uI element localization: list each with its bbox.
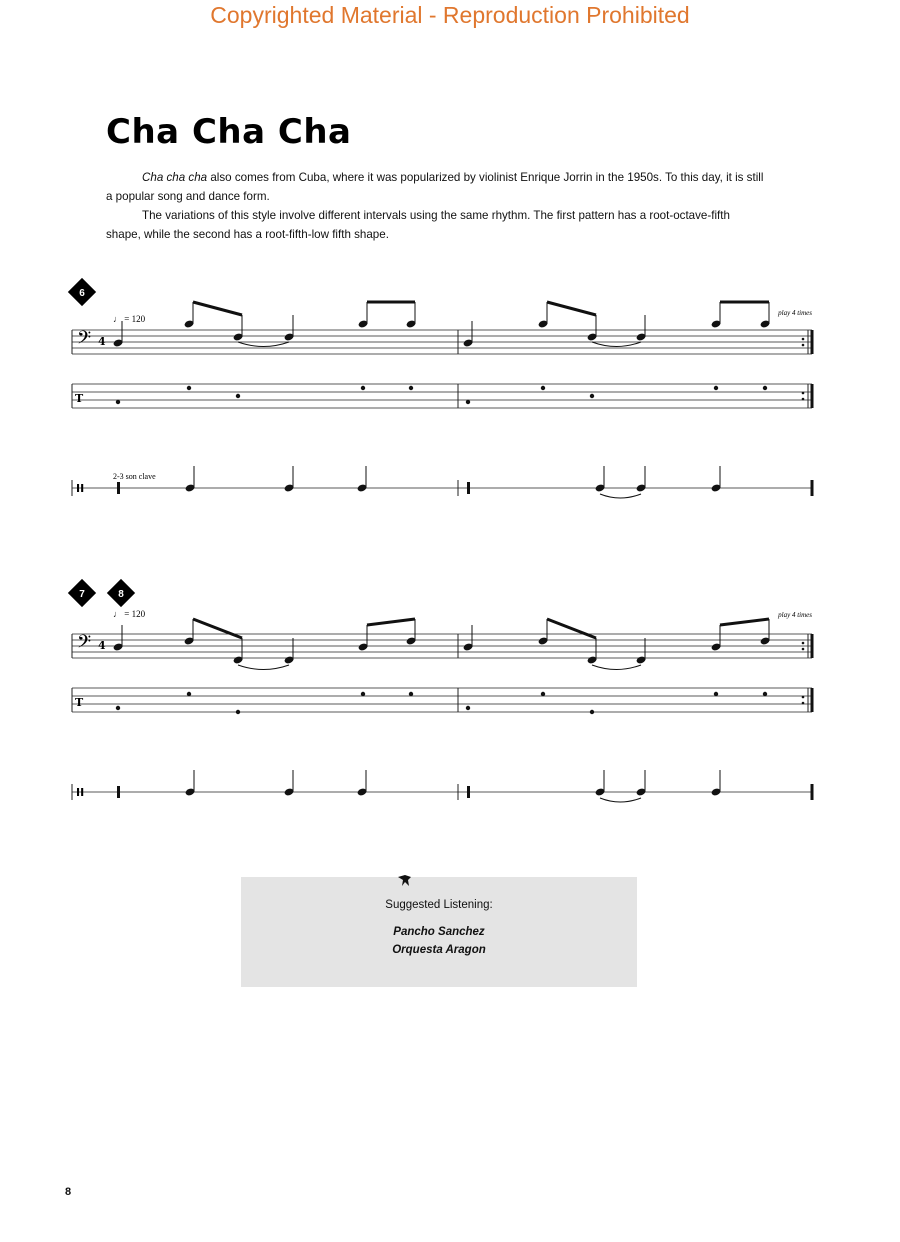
note-beam [193, 302, 242, 315]
repeat-dot [802, 702, 805, 705]
clave-label: 2-3 son clave [113, 472, 156, 481]
tab-number [466, 400, 470, 404]
track-badge [107, 579, 135, 607]
percussion-clef-icon: II [76, 786, 85, 799]
tab-number [409, 692, 413, 696]
tab-number [116, 400, 120, 404]
tab-number [236, 710, 240, 714]
repeat-dot [802, 642, 805, 645]
tab-number [590, 394, 594, 398]
note-beam [367, 619, 415, 625]
listening-item: Pancho Sanchez [393, 926, 485, 938]
tab-number [236, 394, 240, 398]
repeat-dot [802, 338, 805, 341]
intro-paragraph-2: The variations of this style involve different intervals using the same rhythm. The first pattern has a root-octave-fifth shape, while the second has a root-fifth-low fifth shape. [106, 209, 730, 241]
rest-icon [117, 482, 120, 494]
example-2 [68, 579, 812, 802]
time-signature-icon: 4 [98, 335, 106, 348]
tie-arc [592, 665, 641, 670]
track-badge [68, 278, 96, 306]
note-beam [720, 619, 769, 625]
listening-list [241, 923, 637, 959]
page-number: 8 [65, 1186, 72, 1198]
repeat-dot [802, 392, 805, 395]
repeat-instruction: play 4 times [778, 611, 812, 619]
tab-number [541, 386, 545, 390]
note-beam [547, 302, 596, 315]
percussion-clef-icon: II [76, 482, 85, 495]
bass-clef-icon: 𝄢 [77, 632, 92, 657]
note-beam [547, 619, 596, 638]
tab-number [763, 692, 767, 696]
tab-number [541, 692, 545, 696]
listening-heading: Suggested Listening: [385, 899, 493, 911]
tab-number [187, 386, 191, 390]
rest-icon [117, 786, 120, 798]
tie-arc [238, 665, 289, 670]
rest-icon [467, 786, 470, 798]
suggested-listening-box [241, 877, 637, 987]
tie-arc [592, 342, 641, 347]
intro-emphasis: Cha cha cha [142, 171, 208, 184]
tab-number [361, 386, 365, 390]
time-signature-icon: 4 [98, 639, 106, 652]
tab-number [116, 706, 120, 710]
note-beam [193, 619, 242, 638]
repeat-instruction: play 4 times [778, 309, 812, 317]
intro-paragraph-1-text: also comes from Cuba, where it was popularized by violinist Enrique Jorrin in the 1950s. To this day, it is still a popular song and dance form. [106, 171, 764, 203]
tab-number [409, 386, 413, 390]
listening-icon [397, 874, 413, 888]
tab-number [361, 692, 365, 696]
track-badge [68, 579, 96, 607]
repeat-dot [802, 398, 805, 401]
tab-clef-icon: T [75, 392, 84, 405]
tab-number [714, 386, 718, 390]
listening-item: Orquesta Aragon [392, 944, 486, 956]
track-badge-label: 6 [79, 288, 85, 299]
tie-arc [600, 494, 641, 498]
tempo-marking: ♩ = 120 [113, 314, 146, 324]
repeat-dot [802, 696, 805, 699]
rest-icon [467, 482, 470, 494]
track-badge-label: 8 [118, 589, 124, 600]
tab-clef-icon: T [75, 696, 84, 709]
page-title: Cha Cha Cha [106, 112, 352, 152]
repeat-dot [802, 648, 805, 651]
tempo-marking: ♩ = 120 [113, 609, 146, 619]
bass-clef-icon: 𝄢 [77, 328, 92, 353]
track-badge-label: 7 [79, 589, 85, 600]
copyright-watermark: Copyrighted Material - Reproduction Prohibited [210, 2, 690, 28]
tie-arc [238, 342, 289, 347]
tab-number [714, 692, 718, 696]
example-1 [68, 278, 812, 498]
tie-arc [600, 798, 641, 802]
tab-number [187, 692, 191, 696]
tab-number [466, 706, 470, 710]
repeat-dot [802, 344, 805, 347]
tab-number [590, 710, 594, 714]
tab-number [763, 386, 767, 390]
